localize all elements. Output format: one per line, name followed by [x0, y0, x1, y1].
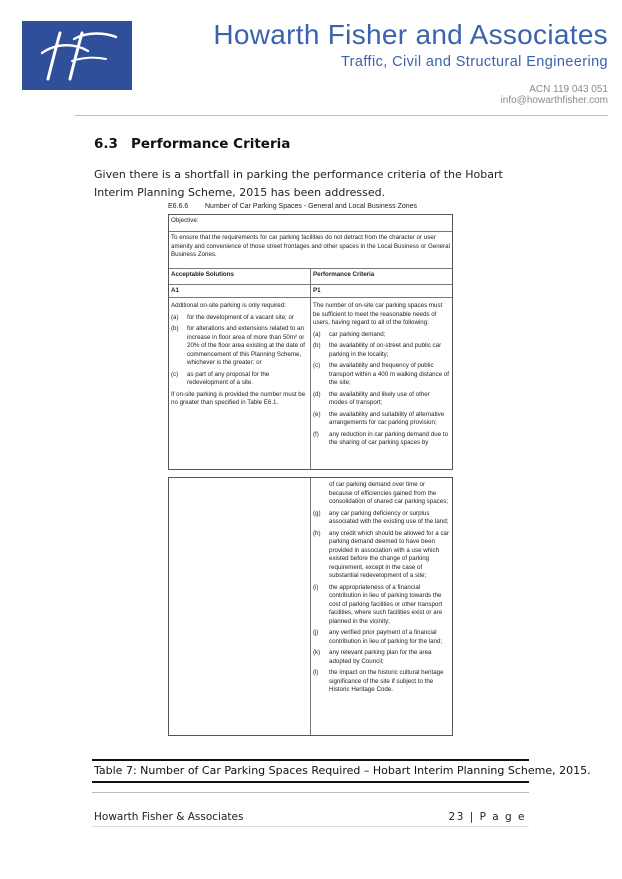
criteria-table-part1	[168, 214, 453, 470]
section-heading	[94, 136, 290, 152]
p1-items-part2	[313, 510, 450, 695]
company-email[interactable]: info@howarthfisher.com	[500, 95, 608, 106]
p1-code: P1	[313, 287, 321, 294]
item-letter: (a)	[171, 313, 179, 321]
criteria-item	[313, 629, 450, 646]
caption-rule-top	[92, 759, 529, 761]
item-text: as part of any proposal for the redevelopment of a site.	[187, 370, 270, 386]
company-tagline: Traffic, Civil and Structural Engineering	[340, 54, 608, 70]
item-letter: (c)	[171, 370, 179, 378]
criteria-item	[313, 362, 450, 388]
item-text: any relevant parking plan for the area adopted by Council;	[329, 649, 432, 665]
criteria-item	[171, 314, 308, 323]
item-letter: (h)	[313, 529, 321, 537]
criteria-item	[313, 342, 450, 359]
table-caption: Table 7: Number of Car Parking Spaces Required – Hobart Interim Planning Scheme, 2015.	[94, 764, 591, 777]
item-text: the availability of on-street and public car parking in the locality;	[329, 342, 442, 358]
criteria-item	[313, 431, 450, 448]
criteria-item	[313, 530, 450, 581]
table-heading-text: Number of Car Parking Spaces - General and Local Business Zones	[205, 203, 418, 210]
criteria-item	[313, 669, 450, 695]
item-letter: (b)	[313, 342, 321, 349]
performance-criteria-p1-cont	[311, 481, 452, 698]
a1-items	[171, 314, 308, 388]
item-letter: (c)	[313, 362, 321, 369]
item-text: any car parking deficiency or surplus associated with the existing use of the land;	[329, 509, 449, 525]
item-letter: (d)	[313, 390, 321, 398]
item-letter: (f)	[313, 430, 319, 438]
item-letter: (i)	[313, 583, 319, 591]
header-divider	[75, 115, 608, 116]
item-text: the availability and frequency of public transport within a 400 m walking distance of the site;	[329, 362, 450, 386]
code-row	[169, 285, 452, 297]
item-text: any verified prior payment of a financial contribution in lieu of parking for the land;	[329, 629, 443, 645]
item-text: the availability and likely use of other modes of transport;	[329, 390, 430, 406]
criteria-item	[313, 649, 450, 666]
criteria-item	[313, 411, 450, 428]
item-letter: (j)	[313, 629, 319, 636]
performance-criteria-p1	[311, 302, 452, 451]
company-acn: ACN 119 043 051	[529, 84, 608, 95]
item-text: any reduction in car parking demand due to the sharing of car parking spaces by	[329, 430, 449, 446]
criteria-item	[313, 584, 450, 627]
acceptable-solution-a1	[169, 302, 310, 411]
company-name: Howarth Fisher and Associates	[213, 19, 608, 50]
a1-outro: If on-site parking is provided the number must be no greater than specified in Table E6.1.	[171, 390, 306, 406]
item-text: for alterations and extensions related to an increase in floor area of more than 50m² or 20% of the floor area existing at the date of commencement of this Planning Scheme, whichever is the greater; or	[187, 325, 305, 366]
item-letter: (k)	[313, 649, 321, 656]
item-text: car parking demand;	[329, 330, 386, 338]
p1-intro: The number of on-site car parking spaces must be sufficient to meet the reasonable needs of users, having regard to all of the following:	[313, 302, 443, 326]
objective-text: To ensure that the requirements for car parking facilities do not detract from the character or user amenity and convenience of those street frontages and other spaces in the Local Business or General Business Zones.	[171, 234, 450, 258]
item-letter: (b)	[171, 325, 179, 332]
objective-label-row	[169, 215, 452, 232]
criteria-item	[171, 371, 308, 388]
item-letter: (a)	[313, 330, 321, 338]
table-code: E6.6.6	[168, 203, 189, 210]
item-text: the impact on the historic cultural heritage significance of the site if subject to the Historic Heritage Code.	[329, 669, 444, 693]
item-letter: (g)	[313, 509, 321, 517]
footer-rule	[92, 826, 529, 827]
item-letter: (l)	[313, 669, 319, 676]
p1-items-part1	[313, 331, 450, 448]
item-text: the appropriateness of a financial contribution in lieu of parking towards the cost of parking facilities or other transport facilities, where such facilities exist or are planned in the vicinity;	[329, 583, 443, 625]
item-text: for the development of a vacant site; or	[187, 313, 294, 321]
criteria-item	[313, 331, 450, 340]
criteria-item	[313, 391, 450, 408]
criteria-item	[171, 325, 308, 368]
objective-text-row	[169, 232, 452, 269]
a1-code: A1	[171, 287, 179, 294]
table-heading	[168, 203, 417, 210]
acceptable-header: Acceptable Solutions	[171, 271, 234, 278]
performance-header: Performance Criteria	[313, 271, 375, 278]
hf-monogram-icon	[22, 21, 132, 90]
footer-page-number: 23 | P a g e	[448, 811, 526, 823]
p1-continuation: of car parking demand over time or because of efficiencies gained from the consolidation of shared car parking spaces;	[329, 481, 449, 505]
item-text: the availability and suitability of alternative arrangements for car parking provision;	[329, 410, 445, 426]
caption-rule-bottom	[92, 781, 529, 783]
company-logo	[22, 21, 132, 90]
footer-company: Howarth Fisher & Associates	[94, 811, 244, 823]
item-letter: (e)	[313, 410, 321, 418]
code-row-divider	[169, 297, 452, 298]
criteria-item	[313, 510, 450, 527]
a1-intro: Additional on-site parking is only required:	[171, 302, 286, 309]
section-intro: Given there is a shortfall in parking the performance criteria of the Hobart Interim Planning Scheme, 2015 has been addressed.	[94, 168, 503, 199]
section-number: 6.3	[94, 136, 118, 152]
objective-label: Objective:	[171, 217, 199, 224]
section-title: Performance Criteria	[131, 136, 291, 152]
criteria-table-part2	[168, 477, 453, 736]
footer-divider	[92, 792, 529, 793]
item-text: any credit which should be allowed for a car parking demand deemed to have been provided in association with a use which existed before the change of parking requirement, except in the case of substantial redevelopment of a site;	[329, 529, 450, 579]
